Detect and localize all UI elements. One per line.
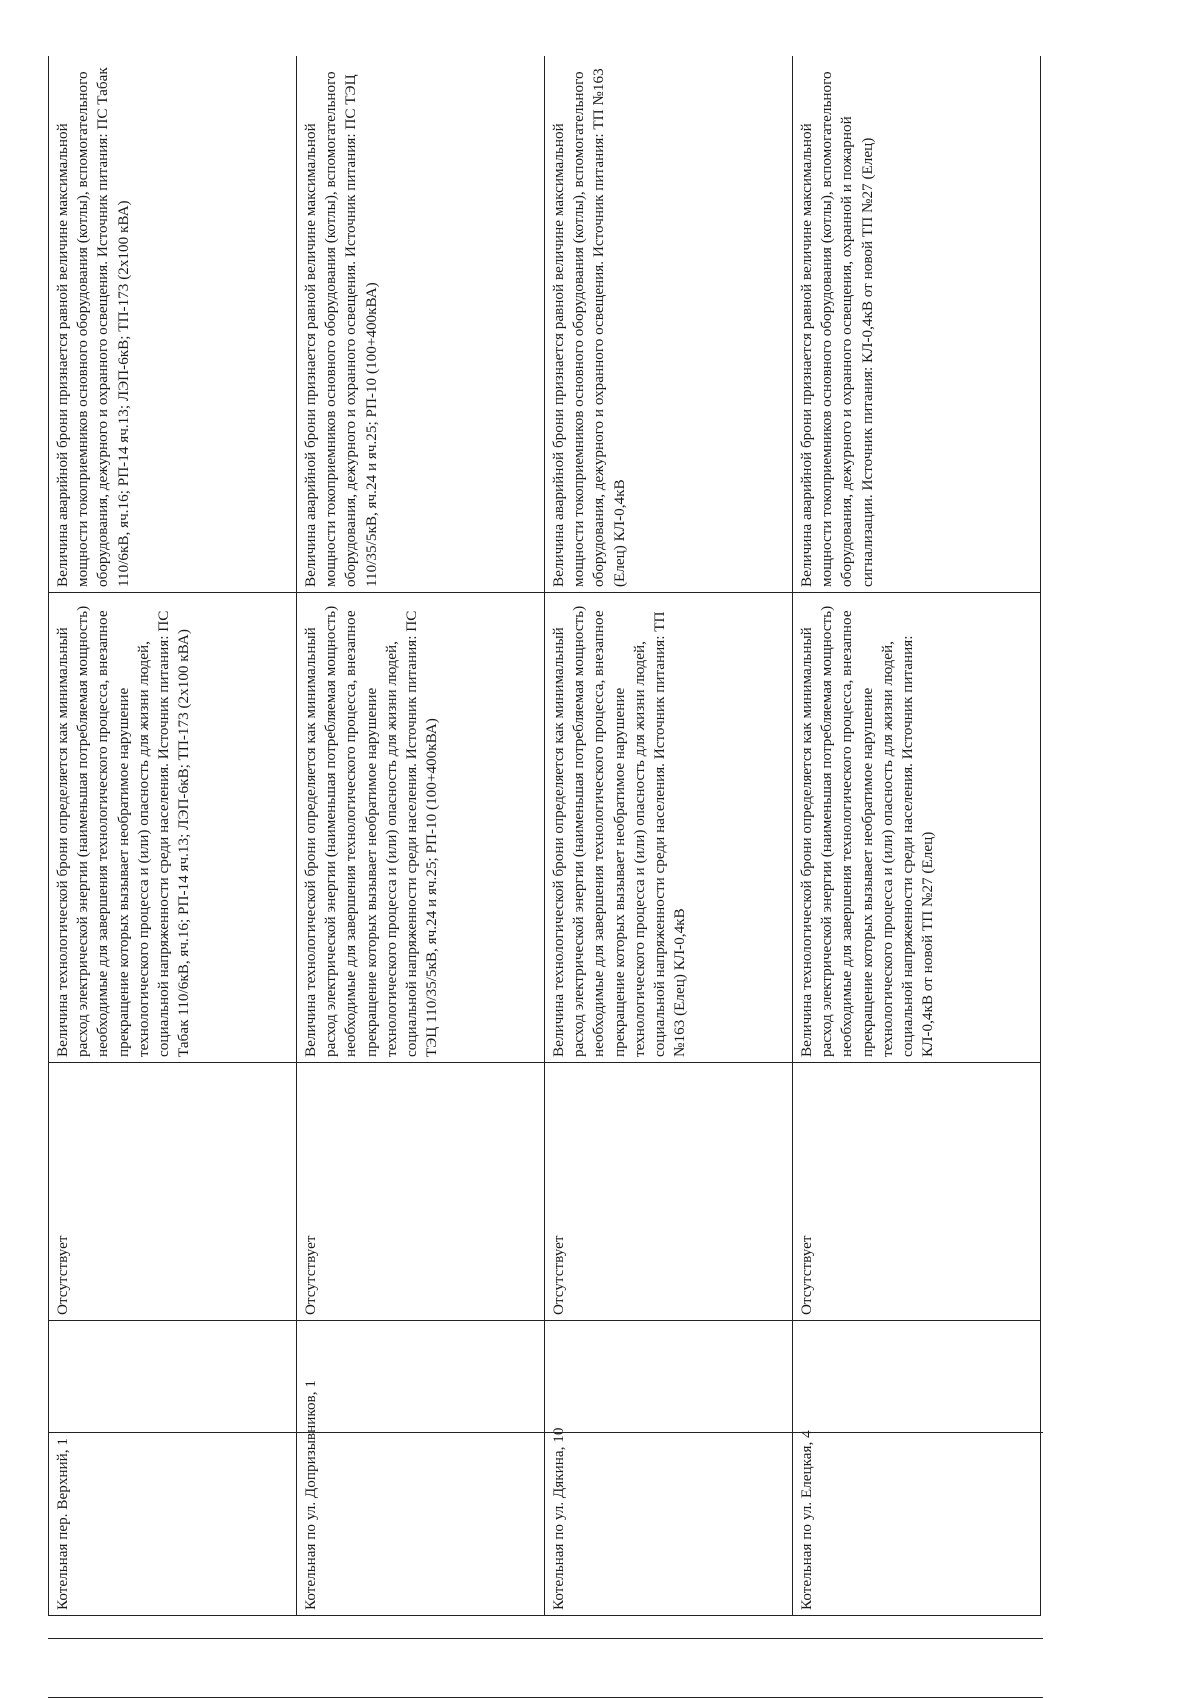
table-row (545, 56, 793, 1616)
boiler-name-cell: Котельная пер. Верхний, 1 (49, 1321, 297, 1616)
rotated-table-container (48, 56, 1043, 1616)
emergency-reserve-cell: Величина аварийной брони признается равной величине максимальной мощности токоприемников основного оборудования (котлы), вспомогательного оборудования, дежурного и охранного освещения. Источник питания: ПС ТЭЦ 110/35/5кВ, яч.24 и яч.25; РП-10 (100+400кВА) (297, 56, 545, 593)
boiler-name-cell: Котельная по ул. Допризывников, 1 (297, 1321, 545, 1616)
status-cell: Отсутствует (545, 1063, 793, 1321)
reserve-table (48, 56, 1041, 1616)
signature-line (48, 1432, 1043, 1433)
technological-reserve-cell: Величина технологической брони определяется как минимальный расход электрической энергии (наименьшая потребляемая мощность) необходимые для завершения технологического процесса, внезапное прекращение которых вызывает необратимое нарушение технологического процесса и (или) опасность для жизни людей, социальной напряженности среди населения. Источник питания: ТП №163 (Елец) КЛ-0,4кВ (545, 593, 793, 1063)
status-cell: Отсутствует (297, 1063, 545, 1321)
status-cell: Отсутствует (793, 1063, 1041, 1321)
boiler-name-cell: Котельная по ул. Елецкая, 4 (793, 1321, 1041, 1616)
signature-line (48, 1638, 1043, 1639)
rotated-table-area (48, 56, 1043, 1616)
table-row (793, 56, 1041, 1616)
boiler-name-cell: Котельная по ул. Дякина, 10 (545, 1321, 793, 1616)
table-row (297, 56, 545, 1616)
table-row (49, 56, 297, 1616)
emergency-reserve-cell: Величина аварийной брони признается равной величине максимальной мощности токоприемников основного оборудования (котлы), вспомогательного оборудования, дежурного и охранного освещения. Источник питания: ТП №163 (Елец) КЛ-0,4кВ (545, 56, 793, 593)
emergency-reserve-cell: Величина аварийной брони признается равной величине максимальной мощности токоприемников основного оборудования (котлы), вспомогательного оборудования, дежурного и охранного освещения. Источник питания: ПС Табак 110/6кВ, яч.16; РП-14 яч.13; ЛЭП-6кВ; ТП-173 (2х100 кВА) (49, 56, 297, 593)
technological-reserve-cell: Величина технологической брони определяется как минимальный расход электрической энергии (наименьшая потребляемая мощность) необходимые для завершения технологического процесса, внезапное прекращение которых вызывает необратимое нарушение технологического процесса и (или) опасность для жизни людей, социальной напряженности среди населения. Источник питания: ПС Табак 110/6кВ, яч.16; РП-14 яч.13; ЛЭП-6кВ; ТП-173 (2х100 кВА) (49, 593, 297, 1063)
emergency-reserve-cell: Величина аварийной брони признается равной величине максимальной мощности токоприемников основного оборудования (котлы), вспомогательного оборудования, дежурного и охранного освещения, охранной и пожарной сигнализации. Источник питания: КЛ-0,4кВ от новой ТП №27 (Елец) (793, 56, 1041, 593)
status-cell: Отсутствует (49, 1063, 297, 1321)
technological-reserve-cell: Величина технологической брони определяется как минимальный расход электрической энергии (наименьшая потребляемая мощность) необходимые для завершения технологического процесса, внезапное прекращение которых вызывает необратимое нарушение технологического процесса и (или) опасность для жизни людей, социальной напряженности среди населения. Источник питания: КЛ-0,4кВ от новой ТП №27 (Елец) (793, 593, 1041, 1063)
technological-reserve-cell: Величина технологической брони определяется как минимальный расход электрической энергии (наименьшая потребляемая мощность) необходимые для завершения технологического процесса, внезапное прекращение которых вызывает необратимое нарушение технологического процесса и (или) опасность для жизни людей, социальной напряженности среди населения. Источник питания: ПС ТЭЦ 110/35/5кВ, яч.24 и яч.25; РП-10 (100+400кВА) (297, 593, 545, 1063)
